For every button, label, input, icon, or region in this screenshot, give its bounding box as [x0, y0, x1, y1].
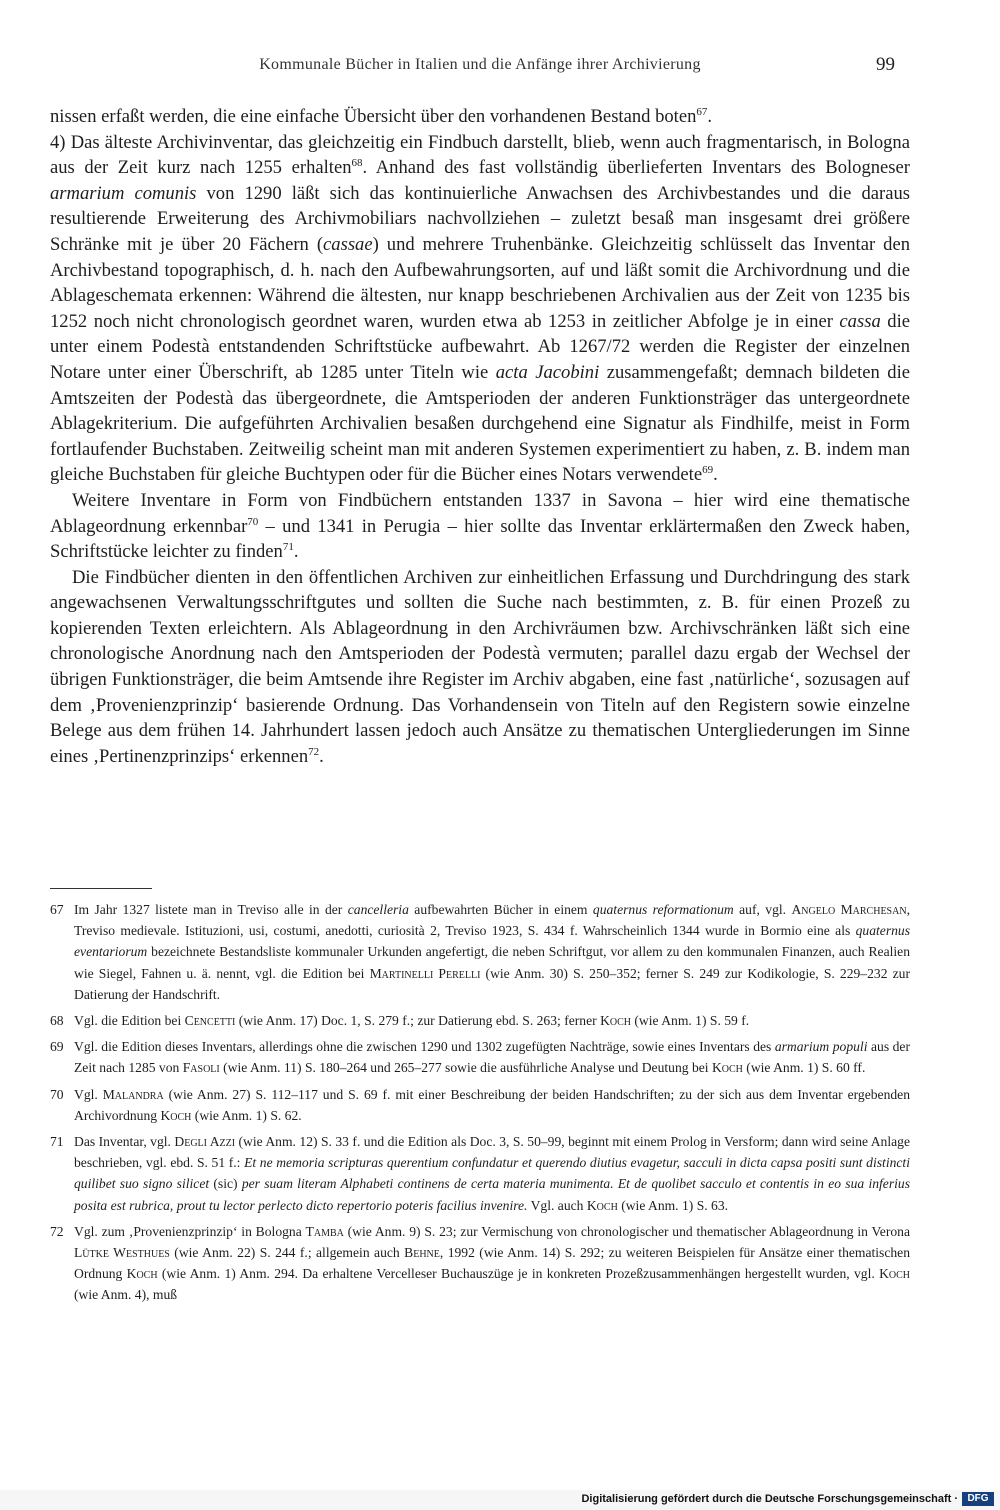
author-name: Degli Azzi [174, 1134, 236, 1150]
footnote-number: 69 [50, 1039, 64, 1055]
footnote-number: 67 [50, 902, 64, 917]
text-run: Weitere Inventare in Form von Findbüchern entstanden 1337 in Savona – hier wird eine thematische Ablageordnung erkennbar [50, 489, 910, 537]
author-name: Tamba [305, 1223, 344, 1239]
paragraph-3 [50, 565, 910, 770]
text-run: (wie Anm. 1) S. 59 f. [631, 1013, 750, 1029]
footnote-68 [50, 1010, 910, 1031]
text-run: . Anhand des fast vollständig überlieferten Inventars des Bologneser [362, 157, 910, 179]
text-run: Vgl. [74, 1086, 103, 1102]
text-run: Vgl. die Edition dieses Inventars, allerdings ohne die zwischen 1290 und 1302 zugefügten Nachträge, sowie eines Inventars des [74, 1039, 775, 1055]
paragraph-2 [50, 488, 910, 565]
text-run: nissen erfaßt werden, die eine einfache Übersicht über den vorhandenen Bestand boten [50, 106, 697, 127]
author-name: Lütke Westhues [74, 1245, 170, 1261]
text-run: (wie Anm. 1) S. 63. [617, 1197, 729, 1213]
paragraph-1 [50, 104, 910, 488]
text-run: Die Findbücher dienten in den öffentlichen Archiven zur einheitlichen Erfassung und Durchdringung des stark angewachsenen Verwaltungsschriftgutes und sollten die Suche nach bestimmten, z. B. für einen Prozeß zu kopierenden Texten erleichtern. Als Ablageordnung in den Archivräumen bzw. Archivschränken läßt sich eine chronologische Anordnung nach den Amtsperioden der Podestà vermuten; parallel dazu ergab der Wechsel der übrigen Funktionsträger, die beim Amtsende ihre Register im Archiv abgaben, eine fast ‚natürliche‘, sozusagen auf dem ‚Provenienzprinzip‘ basierende Ordnung. Das Vorhandensein von Titeln auf den Registern sowie einzelne Belege aus dem frühen 14. Jahrhundert lassen jedoch auch Ansätze zu thematischen Untergliederungen im Sinne eines ‚Pertinenzprinzips‘ erkennen [50, 566, 910, 767]
text-run: (wie Anm. 11) S. 180–264 und 265–277 sowie die ausführliche Analyse und Deutung bei [219, 1060, 712, 1076]
author-name: Behne [404, 1245, 440, 1261]
text-run: die unter einem Podestà entstandenden Schriftstücke aufbewahrt. Ab 1267/72 werden die Register der einzelnen Notare unter einer Überschrift, ab 1285 unter Titeln wie [50, 310, 910, 383]
author-name: Koch [711, 1060, 743, 1076]
text-run: (wie Anm. 12) S. 33 f. und die Edition als Doc. 3, S. 50–99, beginnt mit einem Prolog in Versform; dann wird seine Anlage beschrieben, vgl. ebd. S. 51 f.: [74, 1134, 910, 1171]
italic-term: cancelleria [347, 902, 409, 917]
text-run: Das Inventar, vgl. [74, 1134, 175, 1150]
text-run: . [707, 106, 713, 127]
italic-term: cassae [323, 233, 373, 255]
dfg-logo[interactable]: DFG [962, 1492, 994, 1506]
text-run: 4) Das älteste Archivinventar, das gleichzeitig ein Findbuch darstellt, blieb, wenn auch fragmentarisch, in Bologna aus der Zeit kurz nach 1255 erhalten [50, 131, 910, 179]
author-name: Martinelli Perelli [369, 965, 481, 981]
text-run: bezeichnete Bestandsliste kommunaler Urkunden angefertigt, die neben Schriftgut, vor allem zu den kommunalen Finanzen, auch Realien wie Siegel, Fahnen u. ä. nennt, vgl. die Edition bei [74, 944, 910, 981]
text-run: (wie Anm. 30) S. 250–352; ferner S. 249 zur Kodikologie, S. 229–232 zur Datierung der Handschrift. [74, 965, 910, 1002]
author-name: Koch [600, 1013, 631, 1029]
text-run: aufbewahrten Bücher in einem [408, 902, 593, 917]
text-run: (wie Anm. 1) Anm. 294. Da erhaltene Vercelleser Buchauszüge je in konkreten Prozeßzusammenhängen hergestellt wurden, vgl. [157, 1266, 880, 1282]
footnote-70 [50, 1084, 910, 1126]
footnote-67 [50, 899, 910, 1005]
main-text [50, 104, 910, 769]
text-run: Vgl. auch [527, 1197, 587, 1213]
author-name: Angelo Marchesan [791, 902, 907, 917]
funding-note: Digitalisierung gefördert durch die Deutsche Forschungsgemeinschaft · [581, 1493, 958, 1505]
text-run: , Treviso medievale. Istituzioni, usi, costumi, anedotti, curiosità 2, Treviso 1923, S. 434 f. Wahrscheinlich 1344 wurde in Bormio eine als [74, 902, 910, 939]
text-run: (wie Anm. 1) S. 62. [191, 1107, 302, 1123]
author-name: Cencetti [184, 1013, 236, 1029]
running-title: Kommunale Bücher in Italien und die Anfänge ihrer Archivierung [259, 56, 701, 73]
author-name: Koch [126, 1266, 158, 1282]
italic-term: quaternus reformationum [592, 902, 734, 917]
italic-term: armarium populi [774, 1039, 868, 1055]
footnote-ref-71[interactable]: 71 [282, 540, 294, 553]
text-run: aus der Zeit nach 1285 von [74, 1039, 910, 1076]
text-run: ) und mehrere Truhenbänke. Gleichzeitig schlüsselt das Inventar den Archivbestand topographisch, d. h. nach den Aufbewahrungsorten, auf und läßt somit die Archivordnung und die Ablageschemata erkennen: Während die ältesten, nur knapp beschriebenen Archivalien aus der Zeit von 1235 bis 1252 noch nicht chronologisch geordnet waren, wurden etwa ab 1253 in zeitlicher Abfolge je in einer [50, 233, 910, 332]
text-run: von 1290 läßt sich das kontinuierliche Anwachsen des Archivbestandes und die daraus resultierende Erweiterung des Archivmobiliars nachvollziehen – zuletzt besaß man insgesamt drei größere Schränke mit je über 20 Fächern ( [50, 182, 910, 255]
author-name: Malandra [102, 1086, 164, 1102]
latin-quotation: per suam literam Alphabeti continens de certa materia munimenta. Et de quolibet sacculo et contentis in eo sua inferius posita est rubrica, prout tu lector perlecto dicto repertorio poteris facilius invenire. [74, 1176, 910, 1213]
footnote-ref-67[interactable]: 67 [696, 105, 708, 118]
text-run: (wie Anm. 1) S. 60 ff. [742, 1060, 866, 1076]
footnote-ref-70[interactable]: 70 [247, 515, 259, 528]
text-run: auf, vgl. [733, 902, 792, 917]
footnote-ref-68[interactable]: 68 [351, 157, 363, 169]
digitization-footer [0, 1490, 1000, 1510]
text-run: Im Jahr 1327 listete man in Treviso alle in der [74, 902, 348, 917]
footnote-number: 70 [50, 1086, 64, 1102]
page-number: 99 [876, 54, 895, 75]
text-run: (sic) [209, 1176, 242, 1192]
footnote-number: 72 [50, 1223, 64, 1239]
footnote-number: 68 [50, 1013, 64, 1029]
text-run: (wie Anm. 27) S. 112–117 und S. 69 f. mit einer Beschreibung der beiden Handschriften; zu der sich aus dem Inventar ergebenden Archivordnung [74, 1086, 910, 1123]
text-run: (wie Anm. 22) S. 244 f.; allgemein auch [169, 1245, 405, 1261]
italic-term: cassa [839, 310, 881, 332]
latin-quotation: Et ne memoria scripturas querentium confundatur et querendo diutius evagetur, sacculi in dicta capsa positi sunt distincti quilibet suo signo silicet [74, 1155, 910, 1192]
text-run: , 1992 (wie Anm. 14) S. 292; zu weiteren Beispielen für Ansätze einer thematischen Ordnung [74, 1245, 911, 1282]
text-run: . [293, 541, 299, 563]
footnote-ref-72[interactable]: 72 [308, 745, 320, 758]
author-name: Fasoli [182, 1060, 220, 1076]
footnote-number: 71 [50, 1134, 64, 1150]
italic-term: acta Jacobini [495, 361, 600, 383]
footnote-69 [50, 1036, 910, 1078]
italic-term: quaternus eventariorum [74, 923, 910, 960]
footnote-ref-69[interactable]: 69 [702, 464, 714, 477]
footnote-71 [50, 1131, 910, 1216]
text-run: zusammengefaßt; demnach bildeten die Amtszeiten der Podestà das übergeordnete, die Amtsperioden der anderen Funktionsträger das untergeordnete Ablagekriterium. Die aufgeführten Archivalien besaßen durchgehend eine Signatur als Findhilfe, meist in Form fortlaufender Buchstaben. Zeitweilig scheint man mit anderen Systemen experimentiert zu haben, z. B. indem man gleiche Buchstaben für gleiche Buchtypen oder für die Bücher eines Notars verwendete [50, 361, 911, 486]
footnote-72 [50, 1221, 910, 1306]
text-run: Vgl. die Edition bei [74, 1013, 185, 1029]
text-run: . [713, 464, 718, 486]
footnotes [50, 899, 910, 1311]
text-run: (wie Anm. 17) Doc. 1, S. 279 f.; zur Datierung ebd. S. 263; ferner [235, 1013, 601, 1029]
text-run: – und 1341 in Perugia – hier sollte das Inventar erklärtermaßen den Zweck haben, Schriftstücke leichter zu finden [50, 515, 910, 563]
italic-term: armarium comunis [50, 182, 197, 204]
text-run: (wie Anm. 4), muß [74, 1287, 178, 1303]
text-run: Vgl. zum ‚Provenienzprinzip‘ in Bologna [74, 1223, 306, 1239]
footnote-separator [50, 888, 152, 889]
text-run: . [319, 745, 324, 767]
text-run: (wie Anm. 9) S. 23; zur Vermischung von chronologischer und thematischer Ablageordnung in Verona [343, 1223, 910, 1239]
author-name: Koch [879, 1266, 910, 1282]
author-name: Koch [586, 1197, 618, 1213]
author-name: Koch [160, 1107, 192, 1123]
